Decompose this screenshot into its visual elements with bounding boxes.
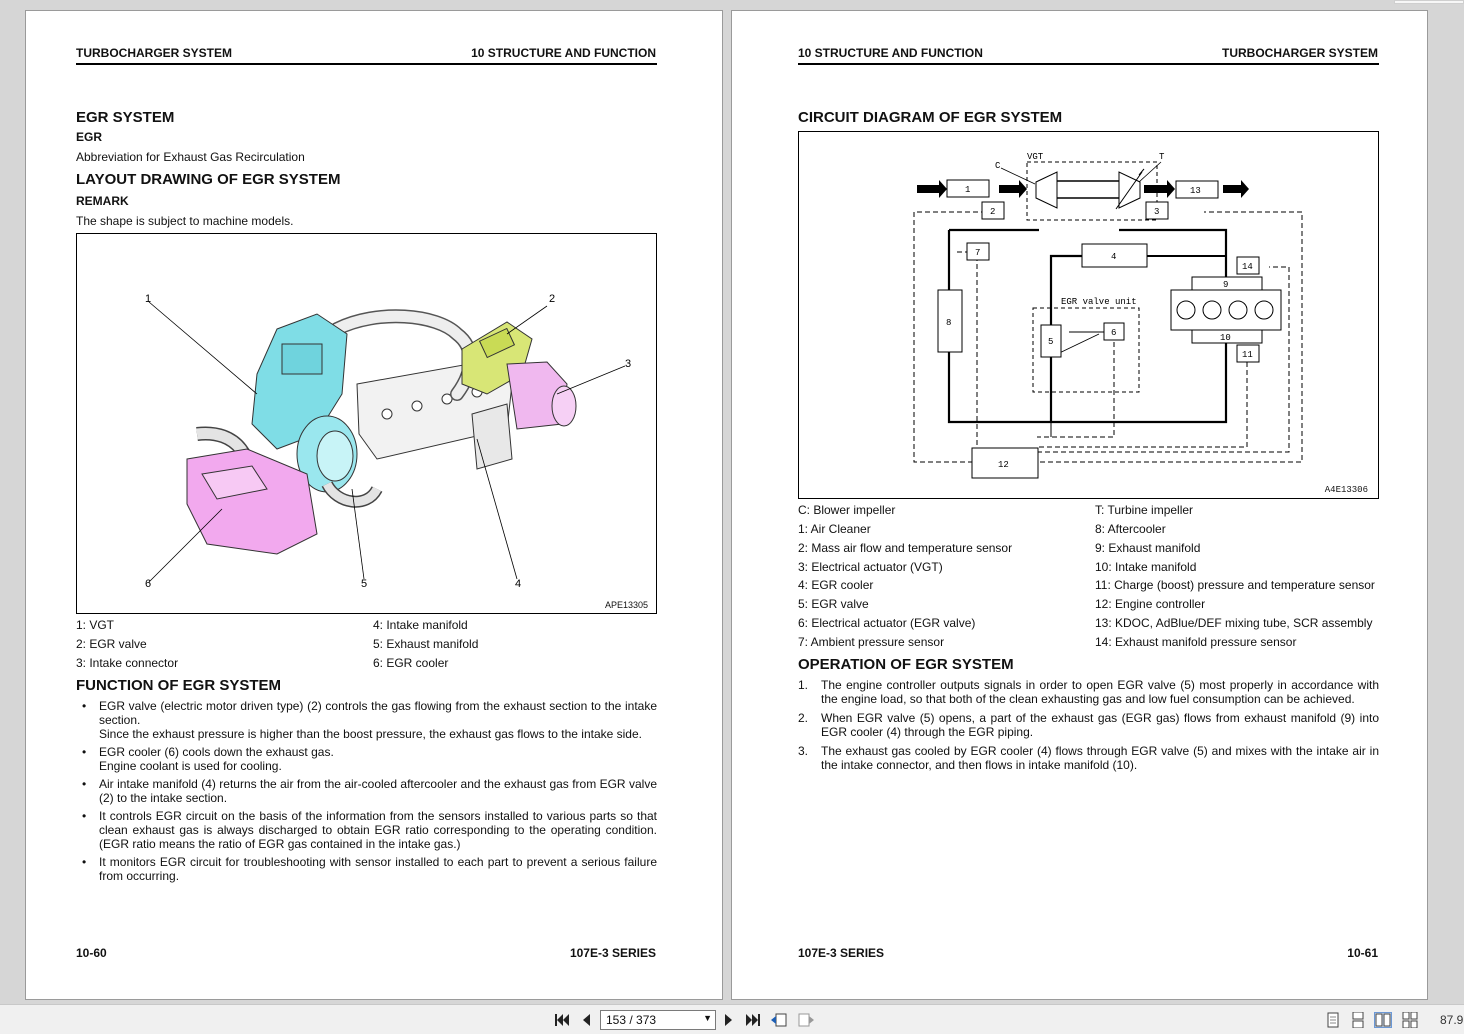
page-left (25, 10, 723, 1000)
diagram-label: 11 (1242, 350, 1253, 360)
operation-title: OPERATION OF EGR SYSTEM (798, 656, 1014, 673)
diagram-label: EGR valve unit (1061, 297, 1137, 307)
caption-item: 4: Intake manifold (373, 618, 468, 632)
egr-subtitle: EGR (76, 130, 103, 144)
list-item (76, 777, 657, 805)
diagram-label: 2 (990, 207, 996, 217)
layout-figure (76, 233, 657, 614)
header-right: 10 STRUCTURE AND FUNCTION (471, 46, 656, 60)
diagram-label: T (1159, 152, 1165, 162)
list-item-text: EGR cooler (6) cools down the exhaust gas. (99, 745, 334, 759)
header-right: TURBOCHARGER SYSTEM (1221, 46, 1378, 60)
caption-item: 1: Air Cleaner (798, 522, 871, 536)
callout-2: 2 (549, 293, 556, 305)
callout-6: 6 (145, 578, 152, 590)
caption-item: 12: Engine controller (1095, 597, 1206, 611)
forward-view-icon[interactable] (797, 1012, 815, 1028)
list-item-number: 1. (798, 678, 809, 692)
caption-item: 11: Charge (boost) pressure and temperature sensor (1095, 578, 1375, 592)
first-page-icon[interactable] (553, 1012, 571, 1028)
zoom-level[interactable]: 87.9 (1440, 1013, 1464, 1027)
diagram-label: 9 (1223, 280, 1229, 290)
function-list (76, 699, 657, 887)
diagram-label: 10 (1220, 333, 1231, 343)
continuous-icon[interactable] (1349, 1012, 1367, 1028)
egr-system-title: EGR SYSTEM (76, 109, 175, 126)
caption-item: 7: Ambient pressure sensor (798, 635, 945, 649)
list-item-text: Air intake manifold (4) returns the air from the air-cooled aftercooler and the exhaust gas from EGR valve (2) to the intake section. (99, 777, 657, 805)
list-item-text: When EGR valve (5) opens, a part of the exhaust gas (EGR gas) flows from exhaust manifold (9) into EGR cooler (4) through the EGR piping. (821, 711, 1379, 739)
list-item-text: It controls EGR circuit on the basis of the information from the sensors installed to various parts so that clean exhaust gas is always discharged to obtain EGR ratio corresponding to the operating condition. (EGR ratio means the ratio of EGR gas contained in the intake gas.) (99, 809, 657, 851)
callout-3: 3 (625, 358, 632, 370)
list-item (76, 855, 657, 883)
layout-title: LAYOUT DRAWING OF EGR SYSTEM (76, 171, 341, 188)
caption-item: T: Turbine impeller (1095, 503, 1194, 517)
caption-item: 5: Exhaust manifold (373, 637, 479, 651)
caption-item: 6: EGR cooler (373, 656, 449, 670)
list-item (798, 744, 1379, 772)
caption-item: 3: Intake connector (76, 656, 179, 670)
list-item-number: 3. (798, 744, 809, 758)
series-label: 107E-3 SERIES (798, 946, 885, 960)
diagram-label: 7 (975, 248, 981, 258)
caption-item: 6: Electrical actuator (EGR valve) (798, 616, 976, 630)
caption-item: 1: VGT (76, 618, 115, 632)
page-number-value: 153 / 373 (606, 1013, 657, 1027)
diagram-label: 14 (1242, 262, 1253, 272)
diagram-label: 3 (1154, 207, 1160, 217)
diagram-label: 4 (1111, 252, 1117, 262)
caption-item: 8: Aftercooler (1095, 522, 1166, 536)
header-rule (76, 63, 657, 65)
two-page-icon[interactable] (1374, 1012, 1392, 1028)
page-right (731, 10, 1428, 1000)
remark-text: The shape is subject to machine models. (76, 214, 294, 228)
chevron-down-icon[interactable]: ▼ (703, 1013, 712, 1023)
diagram-label: C (995, 161, 1001, 171)
two-page-continuous-icon[interactable] (1401, 1012, 1419, 1028)
caption-item: 9: Exhaust manifold (1095, 541, 1201, 555)
last-page-icon[interactable] (744, 1012, 762, 1028)
caption-item: 14: Exhaust manifold pressure sensor (1095, 635, 1297, 649)
intake-connector-shape (507, 362, 576, 429)
circuit-title: CIRCUIT DIAGRAM OF EGR SYSTEM (798, 109, 1063, 126)
diagram-code: A4E13306 (1324, 485, 1368, 495)
list-item-sub: Since the exhaust pressure is higher than the boost pressure, the exhaust gas flows to the intake side. (99, 727, 642, 741)
list-item-text: EGR valve (electric motor driven type) (2) controls the gas flowing from the exhaust section to the intake section. (99, 699, 657, 727)
next-page-icon[interactable] (720, 1012, 738, 1028)
navigation-toolbar (0, 1004, 1464, 1034)
list-item (76, 745, 657, 773)
diagram-label: 13 (1190, 186, 1201, 196)
page-number-left: 10-60 (76, 946, 107, 960)
back-view-icon[interactable] (770, 1012, 788, 1028)
caption-item: 10: Intake manifold (1095, 560, 1197, 574)
figure-code: APE13305 (604, 600, 648, 610)
scrollbar[interactable] (1394, 0, 1464, 4)
diagram-label: 1 (965, 185, 971, 195)
diagram-label: 5 (1048, 337, 1054, 347)
diagram-label: 12 (998, 460, 1009, 470)
list-item (76, 809, 657, 851)
list-item-text: The exhaust gas cooled by EGR cooler (4) flows through EGR valve (5) and mixes with the intake air in the intake connector, and then flows in intake manifold (10). (821, 744, 1379, 772)
operation-list (798, 678, 1379, 777)
caption-item: 2: Mass air flow and temperature sensor (798, 541, 1013, 555)
caption-item: 3: Electrical actuator (VGT) (798, 560, 943, 574)
header-left: TURBOCHARGER SYSTEM (76, 46, 233, 60)
list-item (76, 699, 657, 741)
single-page-icon[interactable] (1324, 1012, 1342, 1028)
egr-cooler-shape (187, 449, 317, 554)
diagram-label: 6 (1111, 328, 1117, 338)
header-rule (798, 63, 1379, 65)
egr-definition: Abbreviation for Exhaust Gas Recirculation (76, 150, 305, 164)
list-item-number: 2. (798, 711, 809, 725)
callout-5: 5 (361, 578, 368, 590)
caption-item: 4: EGR cooler (798, 578, 874, 592)
caption-item: 5: EGR valve (798, 597, 869, 611)
callout-4: 4 (515, 578, 522, 590)
series-label: 107E-3 SERIES (569, 946, 656, 960)
prev-page-icon[interactable] (577, 1012, 595, 1028)
egr-layout-illustration (77, 234, 656, 613)
list-item-sub: Engine coolant is used for cooling. (99, 759, 282, 773)
list-item (798, 678, 1379, 706)
list-item-text: It monitors EGR circuit for troubleshooting with sensor installed to each part to prevent a serious failure from occurring. (99, 855, 657, 883)
caption-item: C: Blower impeller (798, 503, 896, 517)
header-left: 10 STRUCTURE AND FUNCTION (798, 46, 983, 60)
diagram-label: VGT (1027, 152, 1044, 162)
page-number-right: 10-61 (1347, 946, 1378, 960)
remark-title: REMARK (76, 194, 129, 208)
page-number-select[interactable] (600, 1010, 716, 1030)
list-item-text: The engine controller outputs signals in order to open EGR valve (5) most properly in accordance with the engine load, so that both of the clean exhausting gas and low fuel consumption can be achieved. (821, 678, 1379, 706)
diagram-label: 8 (946, 318, 952, 328)
caption-item: 13: KDOC, AdBlue/DEF mixing tube, SCR assembly (1095, 616, 1373, 630)
egr-circuit-svg (799, 132, 1378, 498)
function-title: FUNCTION OF EGR SYSTEM (76, 677, 282, 694)
callout-1: 1 (145, 293, 152, 305)
caption-item: 2: EGR valve (76, 637, 147, 651)
circuit-diagram (798, 131, 1379, 499)
list-item (798, 711, 1379, 739)
